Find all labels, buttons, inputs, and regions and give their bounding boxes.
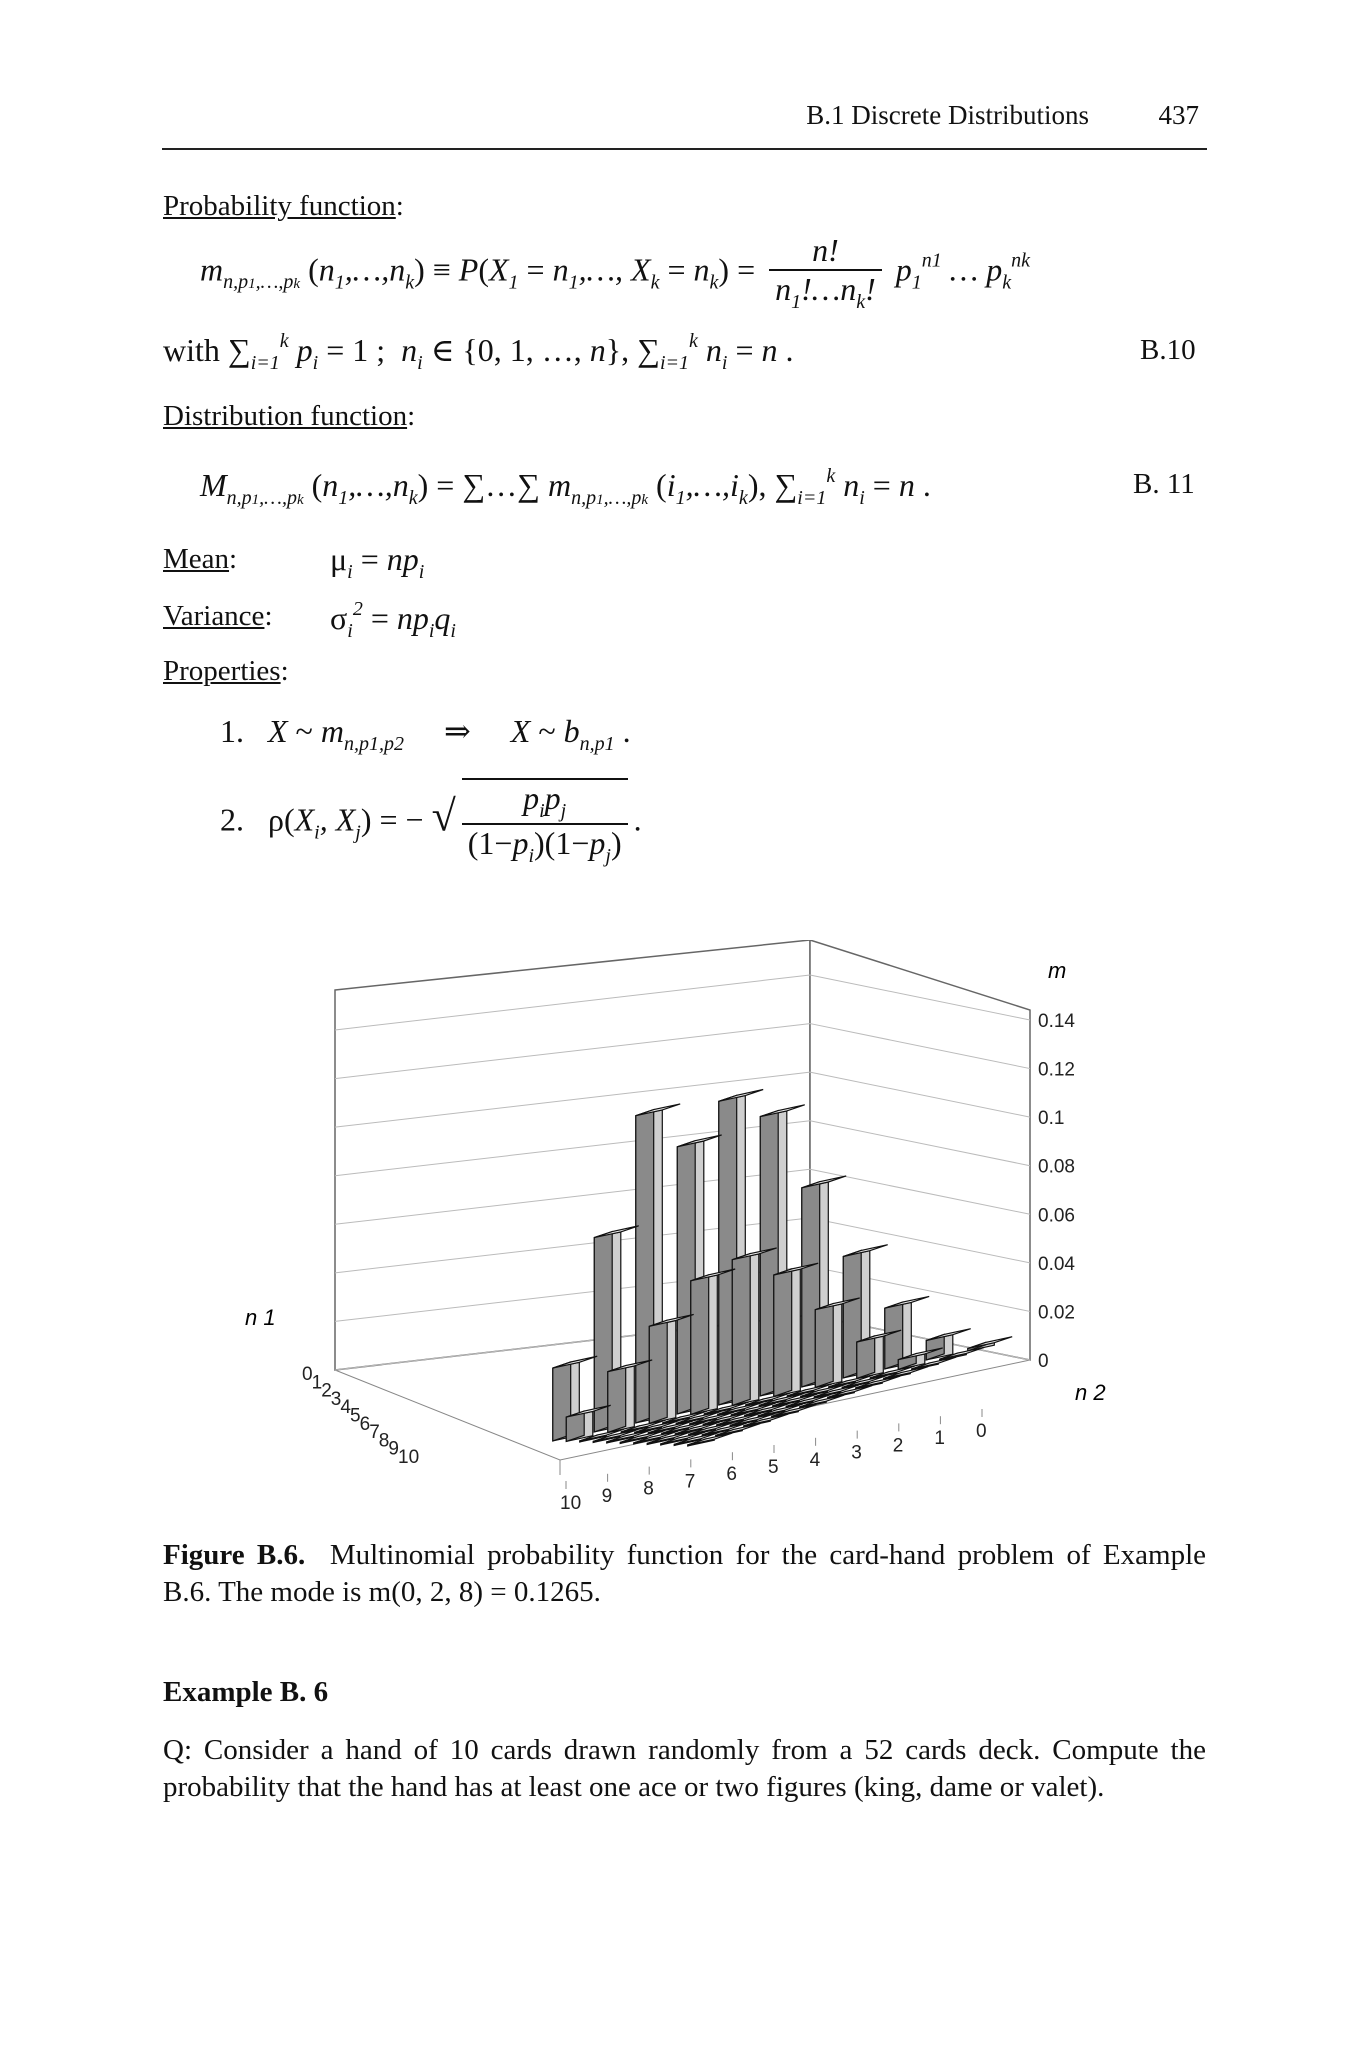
n1-tick-label: 9 bbox=[388, 1438, 399, 1460]
bar-side-face bbox=[732, 1254, 750, 1406]
property-2: 2. $\rho(X_i$, $X_j$) = − √ $\frac{p_ip_j}{(1-p_i)(1-p_j)}$ . bbox=[220, 780, 642, 867]
n1-tick-label: 8 bbox=[378, 1430, 390, 1452]
probability-function-label: Probability function bbox=[163, 190, 396, 222]
n1-tick-label: 2 bbox=[321, 1380, 332, 1402]
multinomial-3d-bar-chart bbox=[230, 940, 1130, 1520]
n2-tick-label: 10 bbox=[560, 1493, 582, 1514]
caption-label: Figure B.6. bbox=[163, 1539, 306, 1571]
n2-axis-label: n 2 bbox=[1075, 1380, 1106, 1405]
n2-tick-label: 9 bbox=[601, 1485, 613, 1507]
n2-tick-label: 3 bbox=[851, 1442, 862, 1464]
equation-multinomial-pmf: $m_{n,p1,\dots,pk}$ $(n_1,\dots,n_k) \equiv P(X_1$ = $n_1,\dots$, $X_k = n_k$) = $\frac{n!}{n_1!\dots n_k!}$ $p_1^{n1}$ … $p_k^{nk}$ bbox=[200, 232, 1030, 313]
example-title: Example B. 6 bbox=[163, 1676, 329, 1708]
bar-side-face bbox=[774, 1269, 792, 1397]
equation-number-b10: B.10 bbox=[1140, 334, 1196, 366]
n2-tick-label: 8 bbox=[643, 1478, 654, 1500]
z-axis-label: m bbox=[1048, 958, 1067, 983]
n1-tick-label: 5 bbox=[350, 1405, 361, 1427]
n2-tick-label: 4 bbox=[809, 1449, 821, 1471]
page-number: 437 bbox=[1158, 100, 1199, 130]
n2-tick-label: 1 bbox=[934, 1428, 945, 1450]
z-tick-label: 0.02 bbox=[1038, 1302, 1075, 1324]
example-text: Q: Consider a hand of 10 cards drawn randomly from a 52 cards deck. Compute the probability that the hand has at least one ace or two figures (king, dame or valet). bbox=[163, 1734, 1206, 1803]
section-properties: Properties: bbox=[163, 655, 289, 687]
bar-side-face bbox=[649, 1320, 667, 1423]
figure-caption bbox=[163, 1537, 1206, 1611]
equation-variance: $\sigma_i^2 = np_iq_i$ bbox=[330, 598, 456, 642]
variance-row: Variance: bbox=[163, 600, 273, 632]
n2-tick-label: 2 bbox=[892, 1435, 904, 1457]
running-title: B.1 Discrete Distributions bbox=[806, 100, 1089, 130]
n1-tick-label: 6 bbox=[359, 1413, 371, 1435]
z-tick-label: 0.1 bbox=[1038, 1108, 1065, 1130]
mean-label: Mean bbox=[163, 543, 230, 575]
n2-tick-label: 0 bbox=[976, 1421, 987, 1442]
mean-row: Mean: bbox=[163, 543, 238, 575]
properties-label: Properties bbox=[163, 655, 281, 687]
section-probability-function: Probability function: bbox=[163, 190, 404, 222]
n1-tick-label: 0 bbox=[302, 1364, 313, 1385]
z-tick-label: 0.08 bbox=[1038, 1156, 1075, 1178]
bar-side-face bbox=[608, 1366, 626, 1433]
z-tick-label: 0.04 bbox=[1038, 1253, 1075, 1275]
equation-multinomial-cdf: $M_{n,p1,\dots,pk}$ $(n_1,\dots,n_k)$ = ∑…∑ $m_{n,p1,\dots,pk}$ $(i_1,\dots,i_k)$, $\sum_{i=1}^k$ $n_i = n$ . bbox=[200, 465, 931, 509]
z-tick-label: 0.14 bbox=[1038, 1011, 1075, 1032]
n1-axis-ticks bbox=[302, 1364, 419, 1468]
z-tick-label: 0.12 bbox=[1038, 1059, 1075, 1081]
n2-tick-label: 6 bbox=[726, 1464, 737, 1486]
caption-text: Multinomial probability function for the card-hand problem of Example B.6. The mode is m(0, 2, 8) = 0.1265. bbox=[163, 1539, 1206, 1608]
z-tick-label: 0 bbox=[1038, 1351, 1049, 1372]
bar-side-face bbox=[691, 1275, 709, 1415]
n2-tick-label: 7 bbox=[684, 1471, 696, 1493]
n1-tick-label: 10 bbox=[398, 1447, 420, 1468]
variance-label: Variance bbox=[163, 600, 265, 632]
z-axis-ticks bbox=[1038, 1011, 1075, 1372]
n1-axis-label: n 1 bbox=[245, 1305, 276, 1330]
n1-tick-label: 7 bbox=[369, 1422, 380, 1444]
equation-mean: $\mu_i = np_i$ bbox=[330, 541, 425, 583]
equation-number-b11: B. 11 bbox=[1133, 468, 1195, 500]
bar-side-face bbox=[857, 1336, 875, 1379]
property-1: 1. X ~ $m_{n,p1,p2}$ ⇒ X ~ $b_{n,p1}$ . bbox=[220, 713, 631, 755]
n1-tick-label: 1 bbox=[311, 1372, 323, 1394]
distribution-function-label: Distribution function bbox=[163, 400, 408, 432]
section-distribution-function: Distribution function: bbox=[163, 400, 416, 432]
n1-tick-label: 4 bbox=[340, 1397, 351, 1419]
equation-b10-conditions: with $\sum_{i=1}^k$ $p_i = 1$ ; $n_i$ ∈ {0, 1, …, n}, $\sum_{i=1}^k$ $n_i = n$ . bbox=[163, 330, 794, 374]
page-header bbox=[162, 100, 1207, 150]
n1-tick-label: 3 bbox=[330, 1388, 342, 1410]
z-tick-label: 0.06 bbox=[1038, 1205, 1075, 1227]
n2-tick-label: 5 bbox=[768, 1457, 779, 1478]
bar-side-face bbox=[815, 1304, 833, 1388]
